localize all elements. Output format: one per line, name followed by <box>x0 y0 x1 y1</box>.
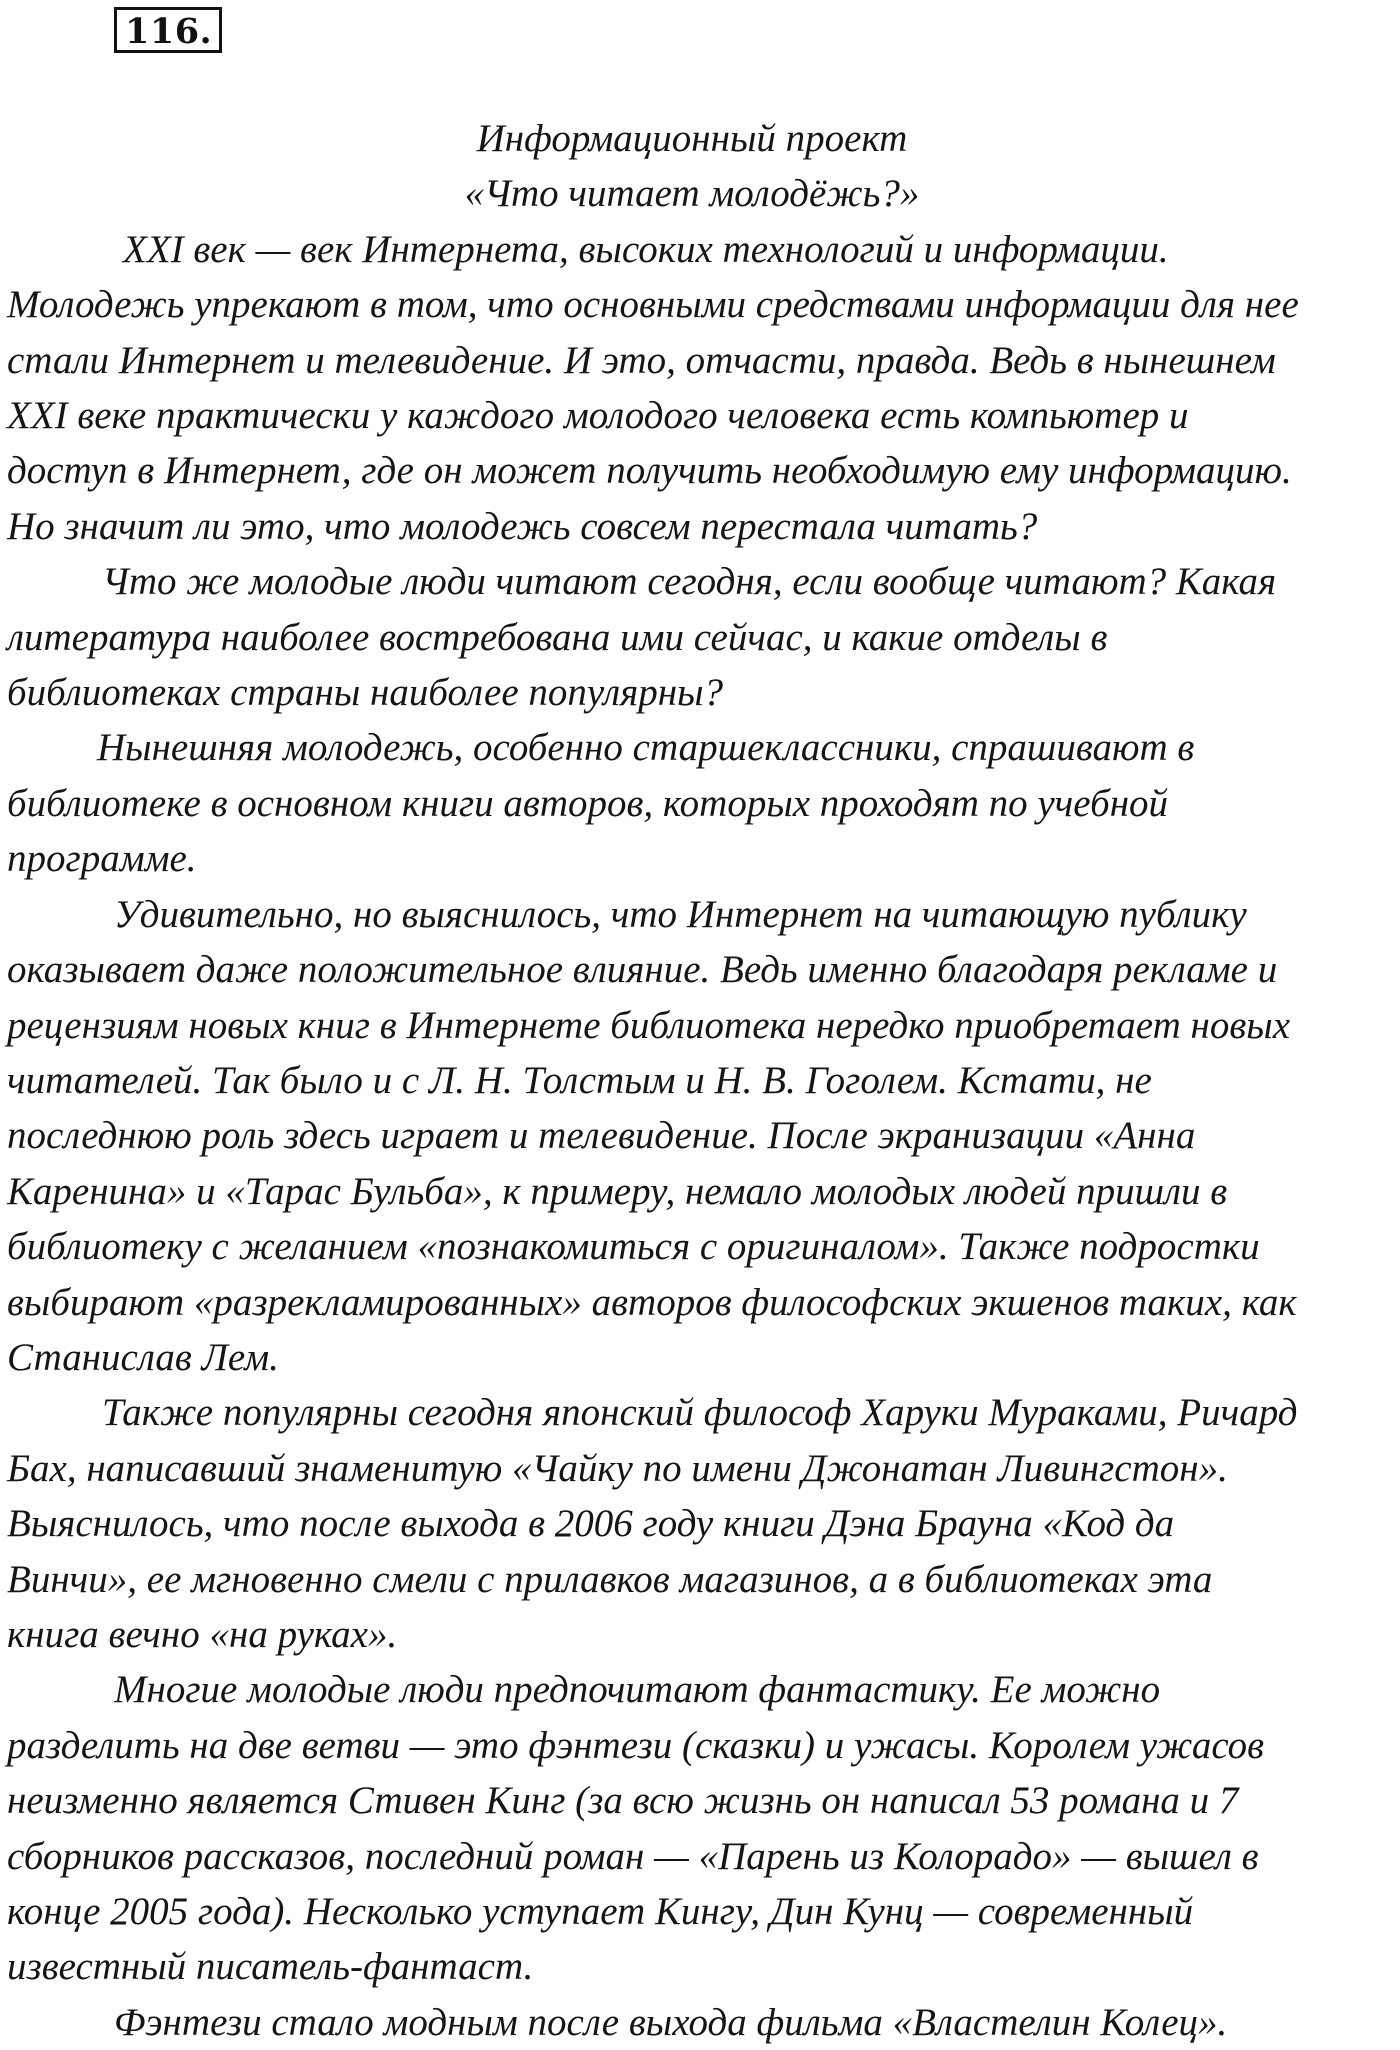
text-line: литература наиболее востребована ими сейчас, и какие отделы в <box>7 615 1108 659</box>
text-line: библиотеке в основном книги авторов, которых проходят по учебной <box>7 781 1169 825</box>
title-line-1: Информационный проект <box>476 117 908 160</box>
text-line: Каренина» и «Тарас Бульба», к примеру, немало молодых людей пришли в <box>7 1169 1228 1213</box>
text-line: Бах, написавший знаменитую «Чайку по имени Джонатан Ливингстон». <box>7 1446 1228 1490</box>
text-line: библиотеках страны наиболее популярны? <box>7 671 724 715</box>
text-line: XXI веке практически у каждого молодого человека есть компьютер и <box>7 394 1189 438</box>
text-line: Молодежь упрекают в том, что основными средствами информации для нее <box>7 283 1299 327</box>
text-line: Выяснилось, что после выхода в 2006 году книги Дэна Брауна «Код да <box>7 1502 1175 1546</box>
text-line: неизменно является Стивен Кинг (за всю жизнь он написал 53 романа и 7 <box>7 1779 1239 1823</box>
text-line: библиотеку с желанием «познакомиться с оригиналом». Также подростки <box>7 1225 1260 1269</box>
text-line: известный писатель-фантаст. <box>7 1945 534 1989</box>
text-line: рецензиям новых книг в Интернете библиотека нередко приобретает новых <box>7 1003 1291 1047</box>
text-line: Фэнтези стало модным после выхода фильма «Властелин Колец». <box>114 2000 1228 2044</box>
text-line: выбирают «разрекламированных» авторов философских экшенов таких, как <box>7 1280 1297 1324</box>
exercise-number: 116. <box>114 7 222 53</box>
text-line: читателей. Так было и с Л. Н. Толстым и Н. В. Гоголем. Кстати, не <box>7 1058 1152 1102</box>
text-line: стали Интернет и телевидение. И это, отчасти, правда. Ведь в нынешнем <box>7 338 1276 382</box>
text-line: Станислав Лем. <box>7 1335 279 1379</box>
text-line: разделить на две ветви — это фэнтези (сказки) и ужасы. Королем ужасов <box>7 1723 1265 1767</box>
text-line: Удивительно, но выяснилось, что Интернет на читающую публику <box>114 892 1247 936</box>
text-line: последнюю роль здесь играет и телевидение. После экранизации «Анна <box>7 1114 1196 1158</box>
text-line: доступ в Интернет, где он может получить необходимую ему информацию. <box>7 449 1292 493</box>
title-line-2: «Что читает молодёжь?» <box>464 172 920 216</box>
text-line: Нынешняя молодежь, особенно старшеклассники, спрашивают в <box>97 726 1195 770</box>
text-line: Также популярны сегодня японский философ Харуки Мураками, Ричард <box>102 1391 1298 1435</box>
text-line: Многие молодые люди предпочитают фантастику. Ее можно <box>114 1668 1161 1712</box>
text-line: Винчи», ее мгновенно смели с прилавков магазинов, а в библиотеках эта <box>7 1557 1213 1601</box>
text-line: сборников рассказов, последний роман — «Парень из Колорадо» — вышел в <box>7 1834 1259 1878</box>
text-line: Что же молодые люди читают сегодня, если вообще читают? Какая <box>102 560 1277 604</box>
text-line: XXI век — век Интернета, высоких технологий и информации. <box>123 227 1169 271</box>
text-line: Но значит ли это, что молодежь совсем перестала читать? <box>7 504 1038 548</box>
essay-text <box>7 111 1397 2050</box>
text-line: программе. <box>7 837 197 881</box>
text-line: оказывает даже положительное влияние. Ведь именно благодаря рекламе и <box>7 948 1278 992</box>
text-line: книга вечно «на руках». <box>7 1612 398 1656</box>
text-line: конце 2005 года). Несколько уступает Кингу, Дин Кунц — современный <box>7 1890 1194 1933</box>
